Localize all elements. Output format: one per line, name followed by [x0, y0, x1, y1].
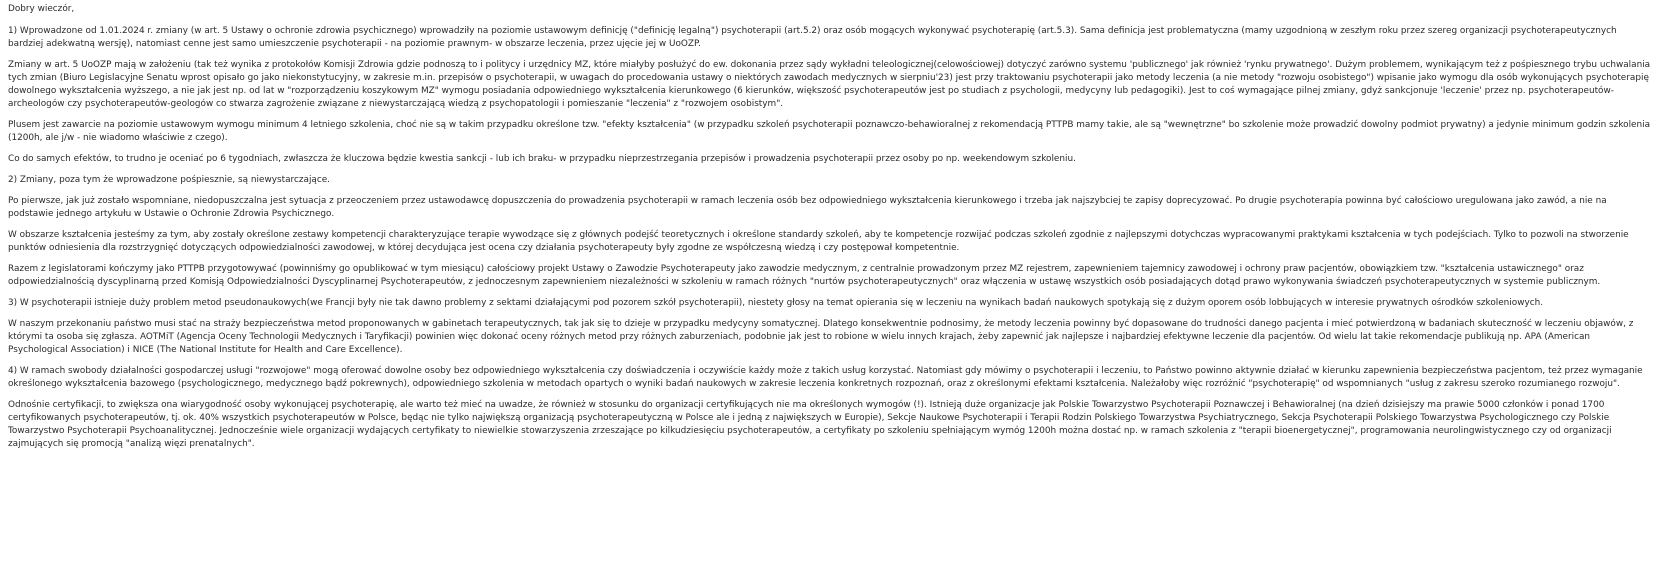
- paragraph-point-2: 2) Zmiany, poza tym że wprowadzone pośpiesznie, są niewystarczające.: [8, 175, 331, 185]
- paragraph-point-4: 4) W ramach swobody działalności gospodarczej usługi "rozwojowe" mogą oferować dowolne osoby bez odpowiedniego wykształcenia czy doświadczenia i oczywiście każdy może z takich usług korzystać. Natomiast gdy mówimy o psychoterapii i leczeniu, to Państwo powinno aktywnie działać w kierunku zapewnienia bezpieczeństwa pacjentom, też przez wymaganie określonego wykształcenia bazowego (psychologicznego, medycznego bądź pokrewnych), odpowiedniego szkolenia w metodach opartych o wyniki badań naukowych w zakresie leczenia konkretnych rozpoznań, oraz z określonymi efektami kształcenia. Należałoby więc rozróżnić "psychoterapię" od wspomnianych "usług z zakresu szeroko rozumianego rozwoju".: [8, 366, 1643, 389]
- paragraph-legislation-project: Razem z legislatorami kończymy jako PTTPB przygotowywać (powinniśmy go opublikować w tym miesiącu) całościowy projekt Ustawy o Zawodzie Psychoterapeuty jako zawodzie medycznym, z centralnie prowadzonym przez MZ rejestrem, zapewnieniem tajemnicy zawodowej i ochrony praw pacjentów, obowiązkiem tzw. "kształcenia ustawicznego" oraz odpowiedzialnością dyscyplinarną przed Komisją Odpowiedzialności Dyscyplinarnej Psychoterapeutów, z jednoczesnym zapewnieniem niezależności w szkoleniu w ramach różnych "nurtów psychoterapeutycznych" oraz włączenia w ustawę wszystkich osób posiadających dotąd prawo wykonywania świadczeń psychoterapeutycznych w systemie publicznym.: [8, 264, 1601, 287]
- paragraph-first-second: Po pierwsze, jak już zostało wspomniane, niedopuszczalna jest sytuacja z przeoczeniem przez ustawodawcę dopuszczenia do prowadzenia psychoterapii w ramach leczenia osób bez odpowiedniego wykształcenia kierunkowego i trzeba jak najszybciej te zapisy doprecyzować. Po drugie psychoterapia powinna być całościowo uregulowana jako zawód, a nie na podstawie jednego artykułu w Ustawie o Ochronie Zdrowia Psychicznego.: [8, 196, 1607, 219]
- paragraph-point-1: 1) Wprowadzone od 1.01.2024 r. zmiany (w art. 5 Ustawy o ochronie zdrowia psychicznego) wprowadziły na poziomie ustawowym definicję ("definicję legalną") psychoterapii (art.5.2) oraz osób mogących wykonywać psychoterapię (art.5.3). Sama definicja jest problematyczna (mamy uzgodnioną w zeszłym roku przez szereg organizacji psychoterapeutycznych bardziej adekwatną wersję), natomiast cenne jest samo umieszczenie psychoterapii - na poziomie prawnym- w obszarze leczenia, przez ujęcie jej w UoOZP.: [8, 26, 1617, 49]
- paragraph-art5-scope: Zmiany w art. 5 UoOZP mają w założeniu (tak też wynika z protokołów Komisji Zdrowia gdzie podnoszą to i politycy i urzędnicy MZ, które miałyby posłużyć do ew. dokonania przez sądy wykładni teleologicznej(celowościowej) dotyczyć zarówno systemu 'publicznego' jak również 'rynku prywatnego'. Dużym problemem, wynikającym też z pośpiesznego trybu uchwalania tych zmian (Biuro Legislacyjne Senatu wprost opisało go jako niekonstytucyjny, w zakresie m.in. przepisów o psychoterapii, w uwagach do procedowania ustawy o niektórych zawodach medycznych w sierpniu'23) jest przy traktowaniu psychoterapii jako metody leczenia (a nie metody "rozwoju osobistego") wpisanie jako wymogu dla osób wykonujących psychoterapię dowolnego wykształcenia wyższego, a nie jak jest np. od lat w "rozporządzeniu koszykowym MZ" wymogu posiadania odpowiedniego wykształcenia kierunkowego (6 kierunków, większość psychoterapeutów jest po studiach z psychologii, medycyny lub pedagogiki). Jest to coś wymagające pilnej zmiany, gdyż sankcjonuje 'leczenie' przez np. psychoterapeutów-archeologów czy psychoterapeutów-geologów co stwarza zagrożenie związane z niewystarczającą wiedzą z psychopatologii i pomieszanie "leczenia" z "rozwojem osobistym".: [8, 60, 1651, 109]
- paragraph-certification: Odnośnie certyfikacji, to zwiększa ona wiarygodność osoby wykonującej psychoterapię, ale warto też mieć na uwadze, że również w stosunku do organizacji certyfikujących nie ma określonych wymogów (!). Istnieją duże organizacje jak Polskie Towarzystwo Psychoterapii Poznawczej i Behawioralnej (na dzień dzisiejszy ma prawie 5000 członków i ponad 1700 certyfikowanych psychoterapeutów, tj. ok. 40% wszystkich psychoterapeutów w Polsce, będąc nie tylko największą organizacją psychoterapeutyczną w Polsce ale i jedną z największych w Europie), Sekcje Naukowe Psychoterapii i Terapii Rodzin Polskiego Towarzystwa Psychiatrycznego, Sekcja Psychoterapii Polskiego Towarzystwa Psychologicznego czy Polskie Towarzystwo Psychoterapii Psychoanalitycznej. Jednocześnie wiele organizacji wydających certyfikaty to niewielkie stowarzyszenia zrzeszające po kilkudziesięciu psychoterapeutów, a certyfikaty po szkoleniu spełniającym wymóg 1200h można dostać np. w ramach szkolenia z "terapii bioenergetycznej", programowania neurolingwistycznego czy od organizacji zajmujących się promocją "analizą więzi prenatalnych".: [8, 400, 1612, 449]
- paragraph-education: W obszarze kształcenia jesteśmy za tym, aby zostały określone zestawy kompetencji charakteryzujące terapie wywodzące się z głównych podejść teoretycznych i określone standardy szkoleń, aby te kompetencje rozwijać podczas szkoleń zgodnie z najlepszymi dotychczas wypracowanymi praktykami kształcenia w tych podejściach. Tylko to pozwoli na stworzenie punktów odniesienia dla rozstrzygnięć dotyczących odpowiedzialności zawodowej, w której decydująca jest ocena czy działania psychoterapeuty były zgodne ze współczesną wiedzą i czy postępował kompetentnie.: [8, 230, 1629, 253]
- paragraph-point-3: 3) W psychoterapii istnieje duży problem metod pseudonaukowych(we Francji były nie tak dawno problemy z sektami działającymi pod pozorem szkół psychoterapii), niestety głosy na temat opierania się w leczeniu na wynikach badań naukowych spotykają się z dużym oporem osób lobbujących w interesie prywatnych ośrodków szkoleniowych.: [8, 298, 1544, 308]
- paragraph-state-safety: W naszym przekonaniu państwo musi stać na straży bezpieczeństwa metod proponowanych w gabinetach terapeutycznych, tak jak się to dzieje w przypadku medycyny somatycznej. Dlatego konsekwentnie podnosimy, że metody leczenia powinny być dopasowane do trudności danego pacjenta i mieć potwierdzoną w badaniach skuteczność w leczeniu objawów, z którymi ta osoba się zgłasza. AOTMiT (Agencja Oceny Technologii Medycznych i Taryfikacji) powinien więc dokonać oceny różnych metod przy różnych zaburzeniach, podobnie jak jest to robione w wielu innych krajach, żeby zapewnić jak najlepsze i najbardziej efektywne leczenie dla pacjentów. Od wielu lat takie rekomendacje publikują np. APA (American Psychological Association) i NICE (The National Institute for Health and Care Excellence).: [8, 319, 1634, 355]
- greeting: Dobry wieczór,: [8, 4, 75, 14]
- paragraph-training-requirement: Plusem jest zawarcie na poziomie ustawowym wymogu minimum 4 letniego szkolenia, choć nie są w takim przypadku określone tzw. "efekty kształcenia" (w przypadku szkoleń psychoterapii poznawczo-behawioralnej z rekomendacją PTTPB mamy takie, ale są "wewnętrzne" bo szkolenie może prowadzić dowolny podmiot prywatny) a jedynie minimum godzin szkolenia (1200h, ale j/w - nie wiadomo właściwie z czego).: [8, 120, 1651, 143]
- paragraph-effects: Co do samych efektów, to trudno je oceniać po 6 tygodniach, zwłaszcza że kluczowa będzie kwestia sankcji - lub ich braku- w przypadku nieprzestrzegania przepisów i prowadzenia psychoterapii przez osoby po np. weekendowym szkoleniu.: [8, 154, 1076, 164]
